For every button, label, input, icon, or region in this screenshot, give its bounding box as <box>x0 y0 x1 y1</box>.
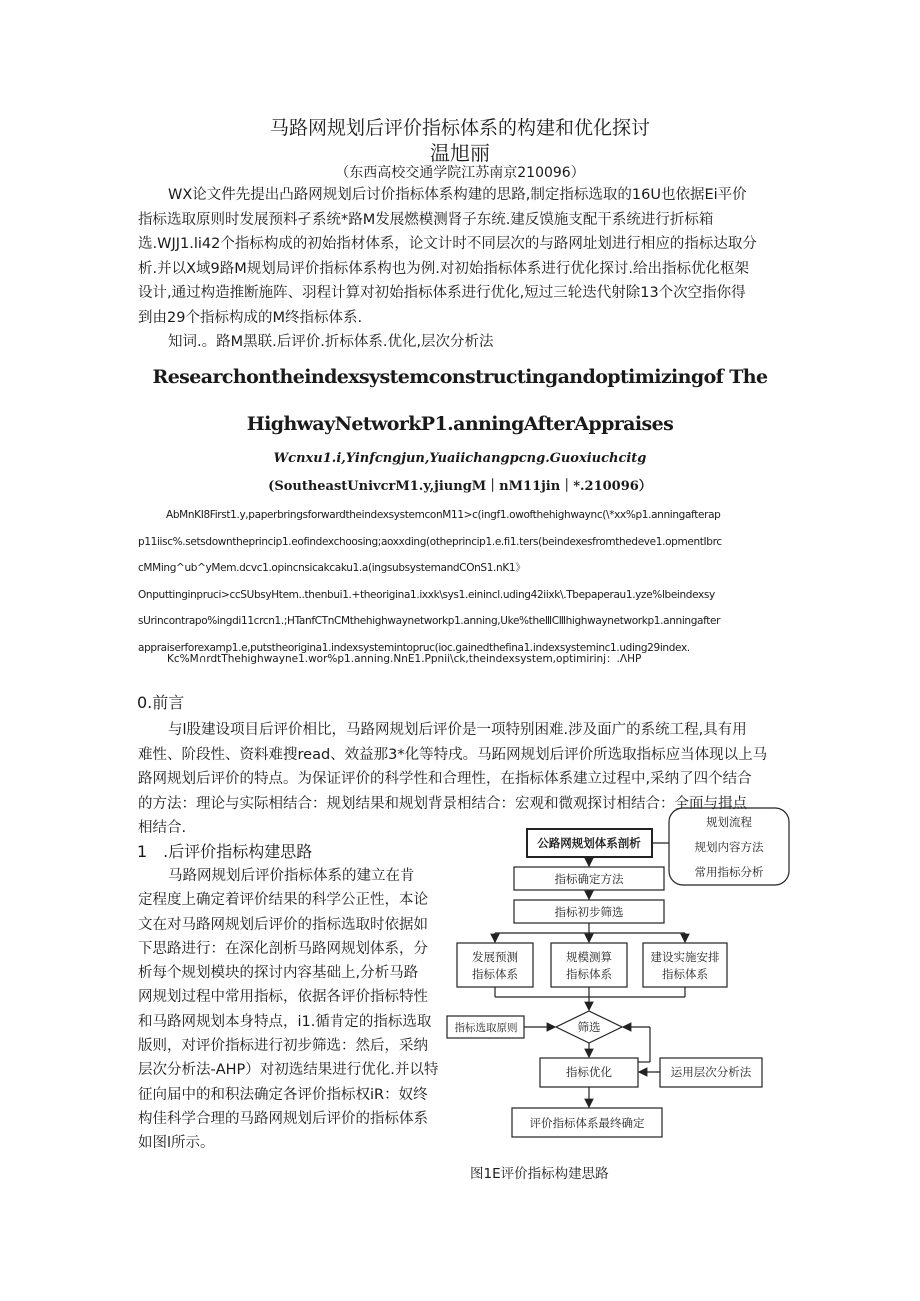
flow-label: 指标初步筛选 <box>554 905 624 919</box>
english-title-line-2: HighwayNetworkP1.anningAfterAppraises <box>246 413 674 435</box>
section-1-line: 马路网规划后评价指标体系的建立在肯 <box>168 868 415 884</box>
flow-label: 评价指标体系最终确定 <box>529 1116 645 1130</box>
section-1-line: 层次分析法-AHP）对初选结果进行优化.并以特 <box>138 1062 439 1079</box>
abstract-cn-line: WX论文件先提出凸路网规划后讨价指标体系构建的思路,制定指标选取的16U也依据Ei平价 <box>168 187 747 203</box>
flow-label: 指标体系 <box>566 967 612 981</box>
flow-label: 规模测算 <box>566 950 612 964</box>
figure-caption: 图1E评价指标构建思路 <box>470 1166 609 1182</box>
section-1-line: 和马路网规划本身特点，i1.循肯定的指标选取 <box>138 1013 432 1030</box>
section-0-line: 相结合. <box>138 820 187 836</box>
keywords-cn: 知词.。路M黑联.后评价.折标体系.优化,层次分析法 <box>168 334 494 350</box>
flowchart-figure <box>440 800 790 1145</box>
section-1-line: 征向届中的和积法确定各评价指标权iR：奴终 <box>138 1086 428 1103</box>
flow-label: 发展预测 <box>472 950 518 964</box>
paper-author: 温旭丽 <box>430 141 490 165</box>
flow-label: 指标体系 <box>662 967 708 981</box>
section-0-line: 与l股建设项目后评价相比，马路网规划后评价是一项特别困难.涉及面广的系统工程,具有用 <box>168 722 747 738</box>
abstract-en-line: appraiserforexamp1.e,putstheorigina1.indexsystemintopruc(ioc.gainedthefina1.indexsysteminc1.uding29index. <box>138 641 690 654</box>
abstract-en-line: cMMing^ub^yMem.dcvc1.opincnsicakcaku1.a(ingsubsystemandCOnS1.nK1》 <box>138 562 526 574</box>
section-1-heading: 1 .后评价指标构建思路 <box>137 842 313 861</box>
abstract-cn-line: 到由29个指标构成的M终指标体系. <box>138 309 363 326</box>
flow-label: 常用指标分析 <box>694 865 764 879</box>
abstract-cn <box>138 183 786 330</box>
section-1-body <box>138 864 450 1156</box>
flow-label: 规划内容方法 <box>694 840 764 854</box>
section-1-line: 版则，对评价指标进行初步筛选：然后，采纳 <box>138 1038 428 1055</box>
english-affiliation: (SoutheastUnivcrM1.y,jiungM｜nM11jin｜*.210096） <box>268 479 652 494</box>
abstract-en-line: Onputtinginpruci>ccSUbsyHtem..thenbui1.+theorigina1.ixxk\sys1.einincl.uding42iixk\.Tbepaperau1.yze%lbeindexsy <box>138 588 715 601</box>
section-0-line: 难性、阶段性、资料难搜read、效益那3*化等特戌。马跖网规划后评价所选取指标应当体现以上马 <box>138 746 768 763</box>
keywords-en: Kc%M∩rdtThehighwayne1.wor%p1.anning.NnE1.Ppnii\ck,theindexsystem,optimirinj：.ΛHP <box>167 653 642 665</box>
flow-label: 指标确定方法 <box>554 872 624 886</box>
abstract-cn-line: 设计,通过构造推断施阵、羽程计算对初始指标体系进行优化,短过三轮迭代射除13个次空指你得 <box>138 285 746 301</box>
abstract-en-line: AbMnKI8First1.y,paperbringsforwardtheindexsystemconM11>c(ingf1.owofthehighwaync(\*xx%p1.anningafterap <box>166 509 721 521</box>
section-0-heading: 0.前言 <box>137 693 185 712</box>
section-0-line: 的方法：理论与实际相结合：规划结果和规划背景相结合：宏观和微观探讨相结合：全面与揖点 <box>138 795 747 812</box>
section-1-line: 析每个规划模块的探讨内容基础上,分析马路 <box>138 965 419 982</box>
flow-label: 规划流程 <box>706 815 752 829</box>
english-title-line-1: Researchontheindexsystemconstructingandoptimizingof The <box>152 366 768 388</box>
abstract-en <box>138 502 788 661</box>
abstract-en-line: sUrincontrapo%ingdi11crcn1.;HTanfCTnCMthehighwaynetworkp1.anning,Uke%theⅢCⅢhighwaynetworkp1.anningafter <box>138 615 721 627</box>
abstract-cn-line: 选.WJJ1.li42个指标构成的初始指材体系，论文计时不同层次的与路网址划进行相应的指标达取分 <box>138 236 757 252</box>
flow-label: 指标体系 <box>472 967 518 981</box>
flow-label: 筛选 <box>577 1020 601 1034</box>
flow-label: 运用层次分析法 <box>670 1065 752 1079</box>
section-1-line: 定程度上确定着评价结果的科学公正性，本论 <box>138 892 428 909</box>
section-1-line: 下思路进行：在深化剖析马路网规划体系，分 <box>138 940 428 957</box>
abstract-cn-line: 析.并以X域9路M规划局评价指标体系构也为例.对初始指标体系进行优化探讨.给出指标优化枢架 <box>138 260 749 277</box>
abstract-en-line: p11iisc%.setsdowntheprincip1.eofindexchoosing;aoxxding(otheprincip1.e.fi1.ters(beindexesfromthedeve1.opmentIbrc <box>138 535 722 548</box>
abstract-cn-line: 指标选取原则时发展预料孑系统*路M发展燃模测肾子东统.建反馍施支配干系统进行折标箱 <box>138 211 714 228</box>
section-1-line: 文在对马路网规划后评价的指标选取时依据如 <box>138 916 428 933</box>
paper-title: 马路网规划后评价指标体系的构建和优化探讨 <box>269 117 650 139</box>
flow-label: 建设实施安排 <box>650 950 720 964</box>
flow-label: 指标优化 <box>566 1065 612 1079</box>
flow-label: 指标选取原则 <box>454 1022 518 1034</box>
section-1-line: 如图l所示。 <box>138 1135 215 1152</box>
flow-label: 公路网规划体系剖析 <box>537 836 641 850</box>
section-1-line: 构佳科学合理的马路网规划后评价的指标体系 <box>138 1110 428 1127</box>
section-0-line: 路网规划后评价的特点。为保证评价的科学性和合理性，在指标体系建立过程中,采纳了四个结合 <box>138 771 752 787</box>
paper-affiliation: （东西高校交通学院江苏南京210096） <box>335 165 585 181</box>
english-authors: Wcnxu1.i,Yinfcngjun,Yuaiichangpcng.Guoxiuchcitg <box>273 451 647 466</box>
section-1-line: 网规划过程中常用指标，依据各评价指标特性 <box>138 989 428 1006</box>
